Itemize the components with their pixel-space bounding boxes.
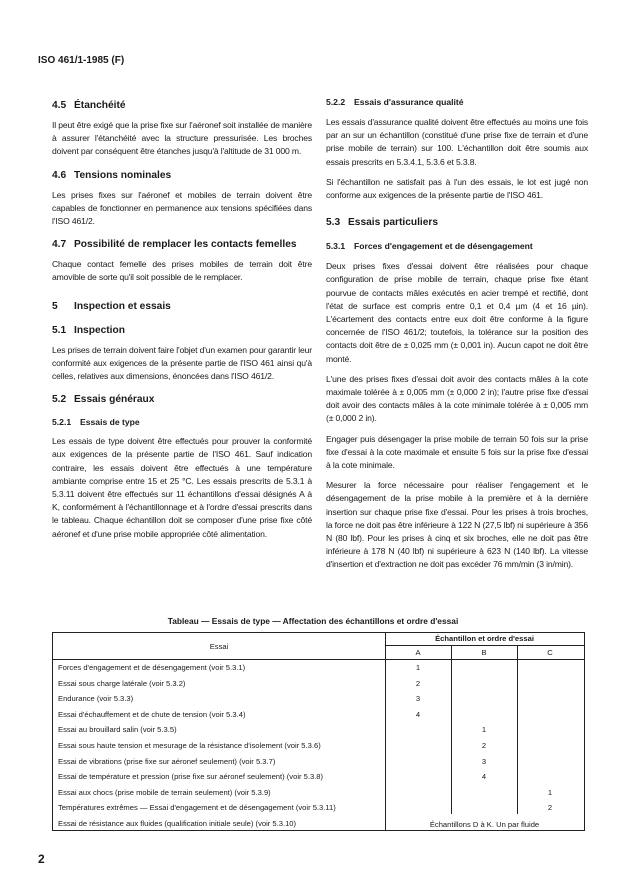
table-row-span-note: Échantillons D à K. Un par fluide	[429, 820, 540, 829]
section-5-1-heading	[52, 325, 312, 337]
column-header-b: B	[481, 648, 487, 657]
section-number: 4.5	[52, 100, 67, 111]
table-cell-order-a: 2	[415, 678, 421, 688]
section-title: Essais d'assurance qualité	[354, 97, 464, 107]
table-cell-order-a: 4	[415, 709, 421, 719]
section-title: Inspection et essais	[74, 300, 171, 312]
section-5-2-2-text-2: Si l'échantillon ne satisfait pas à l'un des essais, le lot est jugé non conforme aux exigences de la présente partie de l'ISO 461.	[326, 176, 588, 201]
section-5-2-1-text: Les essais de type doivent être effectués pour prouver la conformité aux exigences de la présente partie de l'ISO 461. Sauf indication contraire, les essais doivent être effectués à une température ambiante comprise entre 15 et 25 °C. Les essais prescrits de 5.3.1 à 5.3.11 doivent être effectués sur 11 échantillons d'essai désignés A à K, conformément à l'échantillonnage et à l'ordre d'essai prescrits dans le tableau. Chaque échantillon doit se composer d'une prise fixe côté aéronef et d'une prise mobile appropriée côté alimentation.	[52, 436, 312, 539]
section-title: Inspection	[74, 324, 125, 336]
section-title: Tensions nominales	[74, 169, 172, 181]
table-row-essai: Températures extrêmes — Essai d'engagement et de désengagement (voir 5.3.11)	[58, 803, 336, 813]
column-header-essai: Essai	[209, 642, 229, 651]
table-row-essai: Essai de température et pression (prise fixe sur aéronef seulement) (voir 5.3.8)	[58, 772, 324, 782]
section-5-2-2-heading	[326, 97, 588, 108]
test-table	[52, 632, 585, 831]
section-4-7-heading	[52, 239, 312, 251]
section-5-3-1-text-1: Deux prises fixes d'essai doivent être réalisées pour chaque configuration de prise mobile de terrain, chaque prise fixe étant pourvue de contacts mâles exécutés en acier trempé et rectifié, dont l'état de surface est compris entre 0,1 et 0,4 µm (4 et 16 µin). L'écartement des contacts entre eux doit être conforme à la figure concernée de l'ISO 461/2; toutefois, la tolérance sur la position des contacts doit être de ± 0,025 mm (± 0,001 in). Aucun capot ne doit être monté.	[326, 261, 588, 364]
table-row-essai: Essai aux chocs (prise mobile de terrain seulement) (voir 5.3.9)	[58, 787, 271, 797]
section-title: Essais de type	[80, 417, 140, 428]
table-cell-order-b: 3	[481, 756, 487, 766]
column-header-c: C	[547, 648, 553, 657]
header-divider	[53, 659, 584, 660]
table-row-essai: Essai sous haute tension et mesurage de la résistance d'isolement (voir 5.3.6)	[58, 741, 321, 750]
section-4-6-text: Les prises fixes sur l'aéronef et mobiles de terrain doivent être capables de fonctionner en permanence aux tensions spécifiées dans l'ISO 461/2.	[52, 189, 312, 227]
section-5-3-1-text-3: Engager puis désengager la prise mobile de terrain 50 fois sur la prise fixe d'essai à la cote maximale et ensuite 5 fois sur la prise fixe d'essai à la cote minimale.	[326, 433, 588, 471]
table-cell-order-a: 1	[415, 663, 421, 672]
right-column	[326, 97, 588, 572]
table-row-essai: Essai d'échauffement et de chute de tension (voir 5.3.4)	[58, 709, 246, 719]
section-4-5-heading	[52, 100, 312, 112]
section-5-2-2-text-1: Les essais d'assurance qualité doivent être effectués au moins une fois par an sur un échantillon (constitué d'une prise fixe de terrain et d'une prise mobile de terrain) sur 100. L'échantillon doit être soumis aux essais prescrits en 5.3.4.1, 5.3.6 et 5.3.8.	[326, 117, 588, 167]
section-title: Étanchéité	[74, 100, 126, 111]
section-5-3-1-text-4: Mesurer la force nécessaire pour réaliser l'engagement et le désengagement de la prise mobile à la première et à la dernière insertion sur chaque prise fixe d'essai. Pour les prises à trois broches, la force ne doit pas être inférieure à 122 N (27,5 lbf) ni supérieure à 356 N (80 lbf). Pour les prises à cinq et six broches, elle ne doit pas être inférieure à 178 N (40 lbf) ni supérieure à 623 N (140 lbf). La vitesse d'insertion et d'extraction ne doit pas excéder 76 mm/min (3 in/min).	[326, 480, 588, 570]
table-row-essai: Essai au brouillard salin (voir 5.3.5)	[58, 725, 177, 735]
page-number: 2	[38, 852, 45, 866]
section-title: Essais généraux	[74, 394, 155, 406]
table-cell-order-b: 1	[481, 725, 487, 735]
table-row-essai: Endurance (voir 5.3.3)	[58, 694, 134, 704]
table-cell-order-c: 2	[547, 803, 553, 813]
table-row-essai: Essai de vibrations (prise fixe sur aéronef seulement) (voir 5.3.7)	[58, 756, 276, 766]
section-title: Essais particuliers	[348, 217, 439, 229]
table-title: Tableau — Essais de type — Affectation des échantillons et ordre d'essai	[167, 616, 459, 626]
section-5-3-1-text-2: L'une des prises fixes d'essai doit avoir des contacts mâles à la cote maximale tolérée à ± 0,005 mm (± 0,000 2 in); l'autre prise fixe d'essai doit avoir des contacts mâles à la cote minimale tolérée à ± 0,005 mm (± 0,000 2 in).	[326, 373, 588, 424]
section-number: 5.1	[52, 324, 67, 336]
section-title: Possibilité de remplacer les contacts femelles	[74, 239, 297, 251]
section-4-7-text: Chaque contact femelle des prises mobiles de terrain doit être amovible de sorte qu'il soit possible de le remplacer.	[52, 259, 312, 283]
left-column	[52, 100, 312, 541]
table-row-essai: Essai de résistance aux fluides (qualification initiale seule) (voir 5.3.10)	[58, 819, 297, 828]
section-4-6-heading	[52, 170, 312, 182]
section-title: Forces d'engagement et de désengagement	[354, 241, 533, 252]
section-number: 5.3.1	[326, 241, 346, 252]
section-number: 5.3	[326, 217, 341, 229]
section-5-2-1-heading	[52, 417, 312, 428]
section-5-1-text: Les prises de terrain doivent faire l'objet d'un examen pour garantir leur conformité aux exigences de la présente partie de l'ISO 461 ainsi qu'à celles, relatives aux dimensions, énoncées dans l'ISO 461/2.	[52, 344, 312, 382]
section-5-heading	[52, 301, 312, 313]
section-4-5-text: Il peut être exigé que la prise fixe sur l'aéronef soit installée de manière à assurer l'étanchéité avec la structure pressurisée. Les broches doivent par conséquent être étanches jusqu'à l'altitude de 31 000 m.	[52, 120, 312, 157]
table-row-essai: Forces d'engagement et de désengagement (voir 5.3.1)	[58, 663, 246, 672]
table-cell-order-b: 4	[481, 772, 487, 782]
table-row-essai: Essai sous charge latérale (voir 5.3.2)	[58, 678, 186, 688]
table-cell-order-a: 3	[415, 694, 421, 704]
section-number: 5	[52, 300, 58, 312]
section-number: 4.7	[52, 239, 67, 251]
section-number: 5.2	[52, 394, 67, 406]
column-header-a: A	[415, 648, 421, 657]
document-id: ISO 461/1-1985 (F)	[38, 55, 125, 66]
section-number: 4.6	[52, 169, 67, 181]
section-number: 5.2.2	[326, 97, 346, 107]
subheader-divider	[385, 645, 584, 646]
section-5-3-1-heading	[326, 241, 588, 252]
table-cell-order-c: 1	[547, 787, 553, 797]
section-5-2-heading	[52, 394, 312, 406]
column-group-header: Échantillon et ordre d'essai	[435, 634, 534, 643]
section-number: 5.2.1	[52, 417, 72, 428]
section-5-3-heading	[326, 217, 588, 229]
table-cell-order-b: 2	[481, 741, 487, 750]
